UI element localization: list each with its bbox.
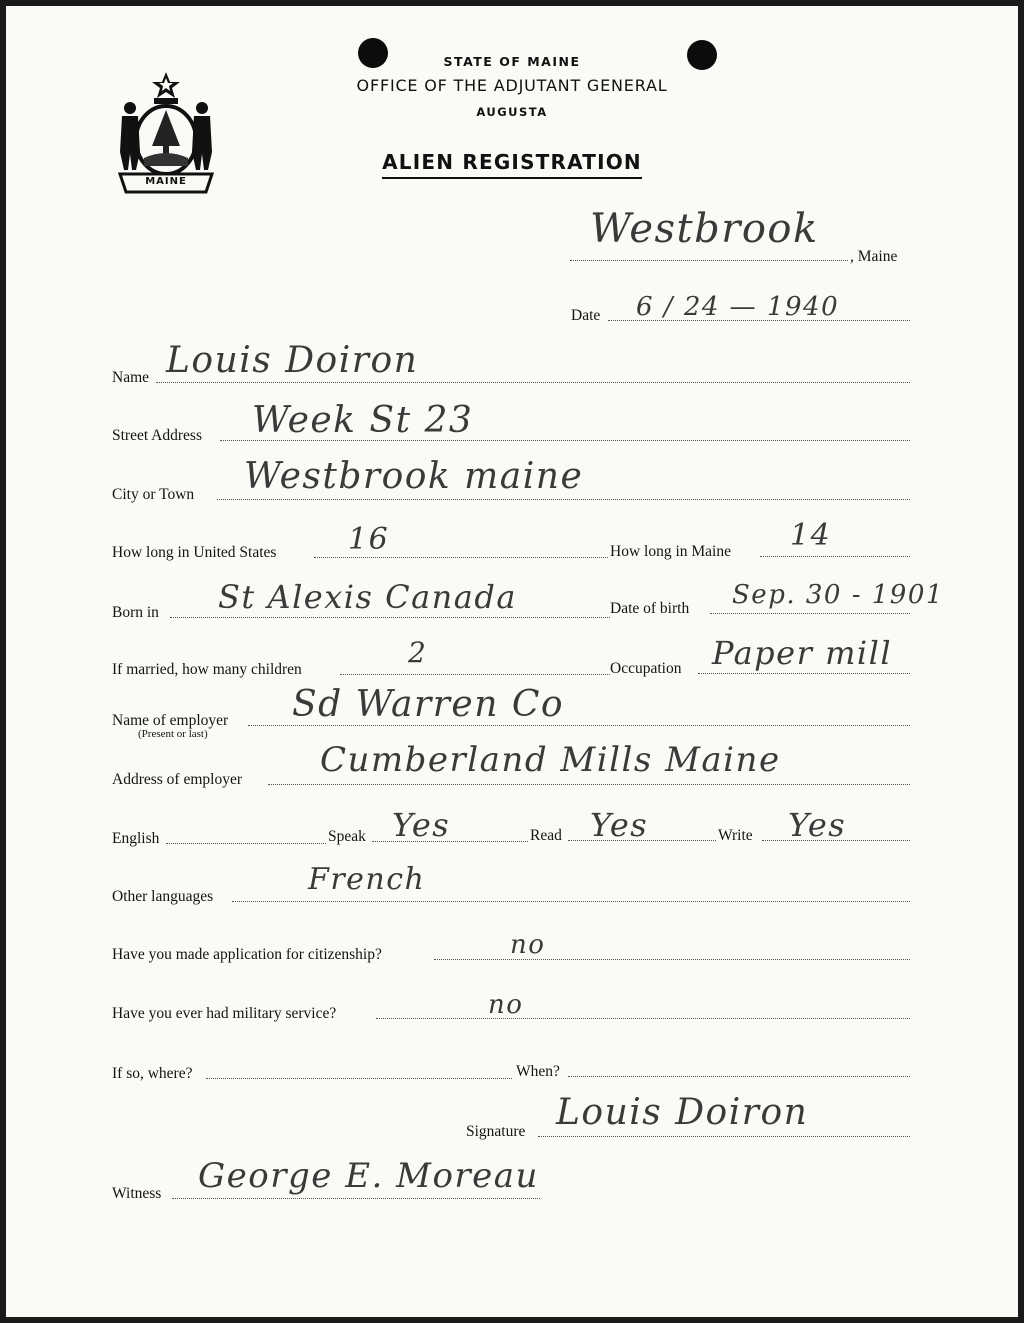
when-label: When? (516, 1063, 560, 1080)
occupation-value: Paper mill (712, 634, 893, 672)
dob-value: Sep. 30 - 1901 (732, 580, 944, 610)
us-label: How long in United States (112, 544, 277, 561)
header-office: OFFICE OF THE ADJUTANT GENERAL (356, 76, 668, 95)
married-value: 2 (408, 636, 428, 669)
name-value: Louis Doiron (166, 340, 419, 381)
form-title: ALIEN REGISTRATION (382, 150, 642, 179)
witness-label: Witness (112, 1185, 162, 1202)
maine-value: 14 (790, 518, 832, 553)
header-city: AUGUSTA (476, 105, 548, 119)
military-line (376, 1018, 910, 1019)
witness-line (172, 1198, 540, 1199)
married-line (340, 674, 610, 675)
born-value: St Alexis Canada (218, 578, 517, 616)
born-label: Born in (112, 604, 159, 621)
dob-label: Date of birth (610, 600, 690, 617)
employer-label: Name of employer (112, 712, 229, 729)
us-value: 16 (348, 522, 390, 557)
signature-value: Louis Doiron (556, 1092, 809, 1133)
place-line (570, 260, 848, 261)
us-line (314, 557, 608, 558)
military-label: Have you ever had military service? (112, 1005, 337, 1022)
signature-line (538, 1136, 910, 1137)
witness-value: George E. Moreau (198, 1156, 539, 1196)
employer-line (248, 725, 910, 726)
other-lang-line (232, 901, 910, 902)
occupation-label: Occupation (610, 660, 682, 677)
street-label: Street Address (112, 427, 202, 444)
city-value: Westbrook maine (244, 456, 584, 497)
emp-addr-label: Address of employer (112, 771, 242, 788)
emp-addr-line (268, 784, 910, 785)
place-suffix: , Maine (850, 248, 898, 265)
speak-value: Yes (392, 806, 451, 844)
name-label: Name (112, 369, 150, 386)
employer-sub-label: (Present or last) (138, 728, 208, 740)
write-value: Yes (788, 806, 847, 844)
seal-label: MAINE (145, 176, 187, 187)
place-value: Westbrook (590, 206, 819, 252)
read-label: Read (530, 827, 562, 844)
when-line (568, 1076, 910, 1077)
occupation-line (698, 673, 910, 674)
date-value: 6 / 24 — 1940 (636, 292, 840, 322)
born-line (170, 617, 610, 618)
english-line (166, 843, 326, 844)
dob-line (710, 613, 910, 614)
english-label: English (112, 830, 160, 847)
citizenship-value: no (510, 930, 546, 960)
street-value: Week St 23 (252, 400, 474, 441)
write-label: Write (718, 827, 753, 844)
name-line (156, 382, 910, 383)
employer-value: Sd Warren Co (292, 684, 565, 725)
speak-label: Speak (328, 828, 366, 845)
city-label: City or Town (112, 486, 195, 503)
emp-addr-value: Cumberland Mills Maine (320, 740, 781, 780)
where-label: If so, where? (112, 1065, 193, 1082)
citizenship-label: Have you made application for citizenship? (112, 946, 382, 963)
military-value: no (488, 990, 524, 1020)
date-label: Date (571, 307, 601, 324)
citizenship-line (434, 959, 910, 960)
read-value: Yes (590, 806, 649, 844)
header-state: STATE OF MAINE (443, 54, 581, 69)
where-line (206, 1078, 512, 1079)
maine-line (760, 556, 910, 557)
married-label: If married, how many children (112, 661, 302, 678)
maine-label: How long in Maine (610, 543, 731, 560)
other-lang-value: French (308, 862, 426, 897)
signature-label: Signature (466, 1123, 526, 1140)
city-line (217, 499, 910, 500)
other-lang-label: Other languages (112, 888, 214, 905)
